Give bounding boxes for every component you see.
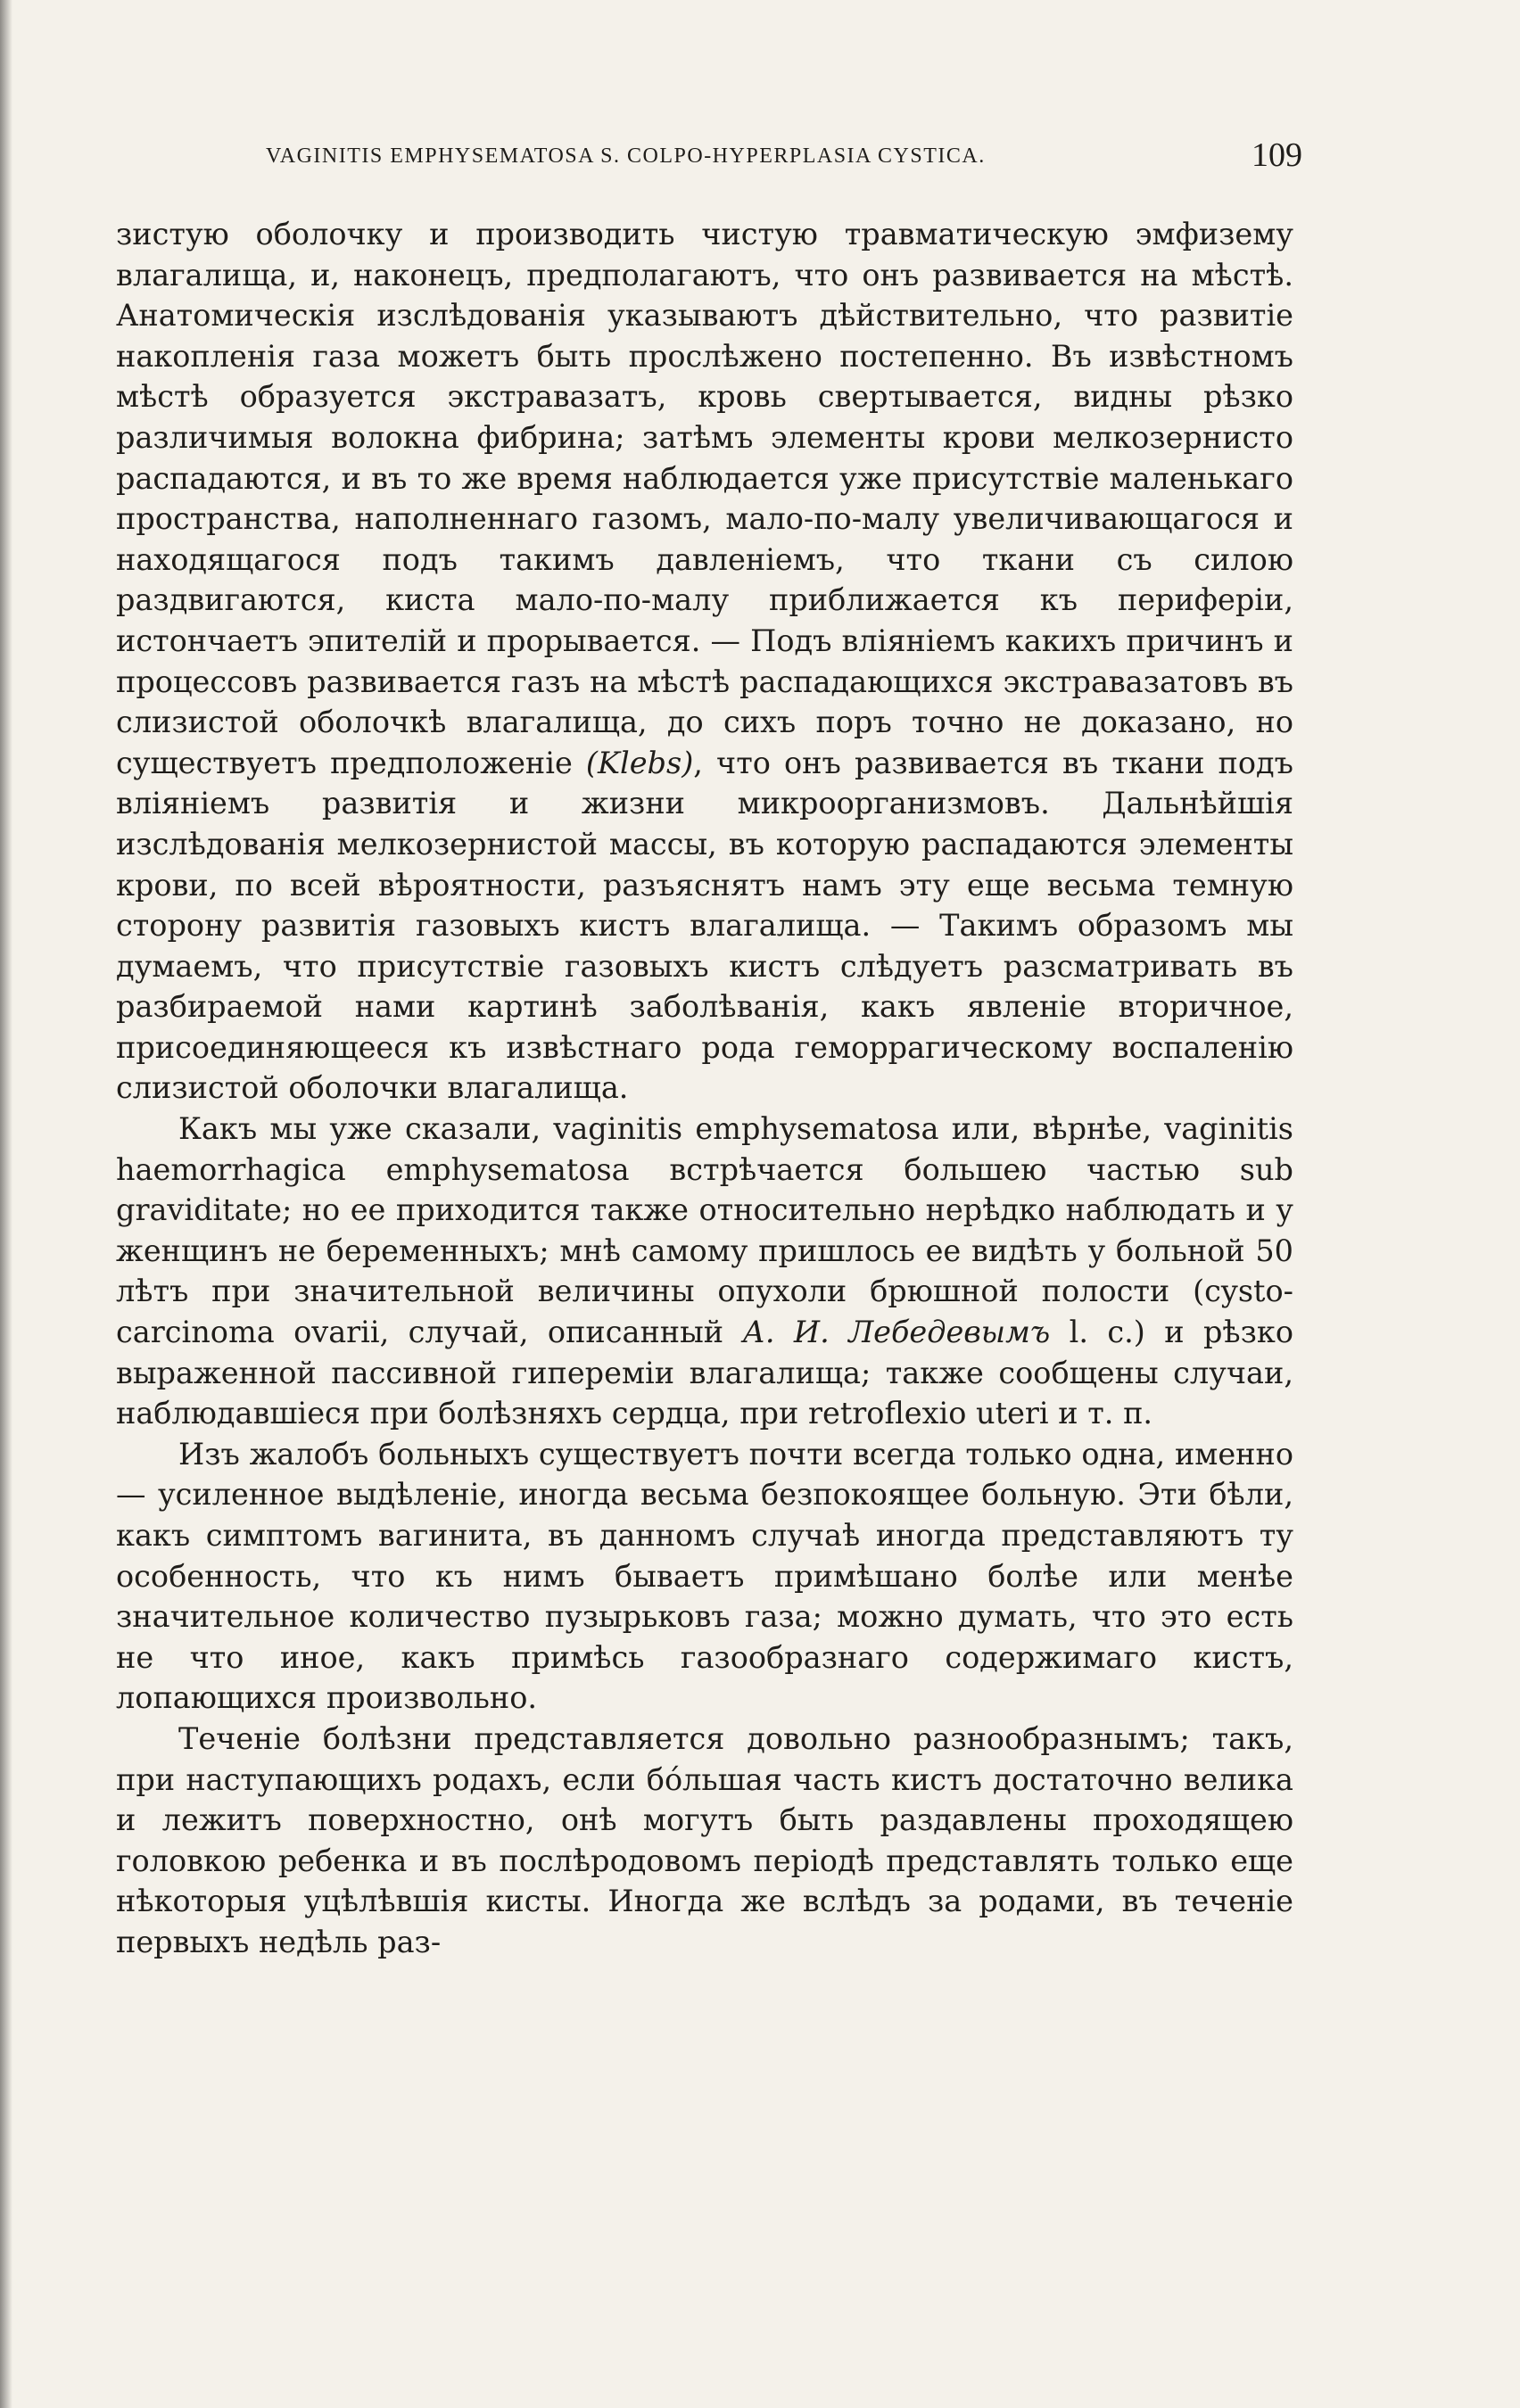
page-body	[116, 214, 1293, 1963]
paragraph-2: Какъ мы уже сказали, vaginitis emphysematosa или, вѣрнѣе, vaginitis haemorrhagica emphysematosa встрѣчается большею частью sub graviditate; но ее приходится также относительно нерѣдко наблюдать и у женщинъ не беременныхъ; мнѣ самому пришлось ее видѣть у больной 50 лѣтъ при значительной величины опухоли брюшной полости (cysto-carcinoma ovarii, случай, описанный А. И. Лебедевымъ l. с.) и рѣзко выраженной пассивной гипереміи влагалища; также сообщены случаи, наблюдавшіеся при болѣзняхъ сердца, при retroflexio uteri и т. п.	[116, 1111, 1293, 1431]
page-edge-shadow	[0, 0, 12, 2408]
page-header	[116, 134, 1302, 187]
paragraph-3: Изъ жалобъ больныхъ существуетъ почти всегда только одна, именно — усиленное выдѣленіе, иногда весьма безпокоящее больную. Эти бѣли, какъ симптомъ вагинита, въ данномъ случаѣ иногда представляютъ ту особенность, что къ нимъ бываетъ примѣшано болѣе или менѣе значительное количество пузырьковъ газа; можно думать, что это есть не что иное, какъ примѣсь газообразнаго содержимаго кистъ, лопающихся произвольно.	[116, 1436, 1293, 1716]
running-title: VAGINITIS EMPHYSEMATOSA S. COLPO-HYPERPLASIA CYSTICA.	[266, 144, 986, 168]
paragraph-1: зистую оболочку и производить чистую травматическую эмфизему влагалища, и, наконецъ, предполагаютъ, что онъ развивается на мѣстѣ. Анатомическія изслѣдованія указываютъ дѣйствительно, что развитіе накопленія газа можетъ быть прослѣжено постепенно. Въ извѣстномъ мѣстѣ образуется экстравазатъ, кровь свертывается, видны рѣзко различимыя волокна фибрина; затѣмъ элементы крови мелкозернисто распадаются, и въ то же время наблюдается уже присутствіе маленькаго пространства, наполненнаго газомъ, мало-по-малу увеличивающагося и находящагося подъ такимъ давленіемъ, что ткани съ силою раздвигаются, киста мало-по-малу приближается къ периферіи, истончаетъ эпителій и прорывается. — Подъ вліяніемъ какихъ причинъ и процессовъ развивается газъ на мѣстѣ распадающихся экстравазатовъ въ слизистой оболочкѣ влагалища, до сихъ поръ точно не доказано, но существуетъ предположеніе (Klebs), что онъ развивается въ ткани подъ вліяніемъ развитія и жизни микроорганизмовъ. Дальнѣйшія изслѣдованія мелкозернистой массы, въ которую распадаются элементы крови, по всей вѣроятности, разъяснятъ намъ эту еще весьма темную сторону развитія газовыхъ кистъ влагалища. — Такимъ образомъ мы думаемъ, что присутствіе газовыхъ кистъ слѣдуетъ разсматривать въ разбираемой нами картинѣ заболѣванія, какъ явленіе вторичное, присоединяющееся къ извѣстнаго рода геморрагическому воспаленію слизистой оболочки влагалища.	[116, 217, 1293, 1106]
paragraph-4: Теченіе болѣзни представляется довольно разнообразнымъ; такъ, при наступающихъ родахъ, если бо́льшая часть кистъ достаточно велика и лежитъ поверхностно, онѣ могутъ быть раздавлены проходящею головкою ребенка и въ послѣродовомъ періодѣ представлять только еще нѣкоторыя уцѣлѣвшія кисты. Иногда же вслѣдъ за родами, въ теченіе первыхъ недѣль раз-	[116, 1720, 1293, 1959]
page-number: 109	[1252, 136, 1302, 174]
